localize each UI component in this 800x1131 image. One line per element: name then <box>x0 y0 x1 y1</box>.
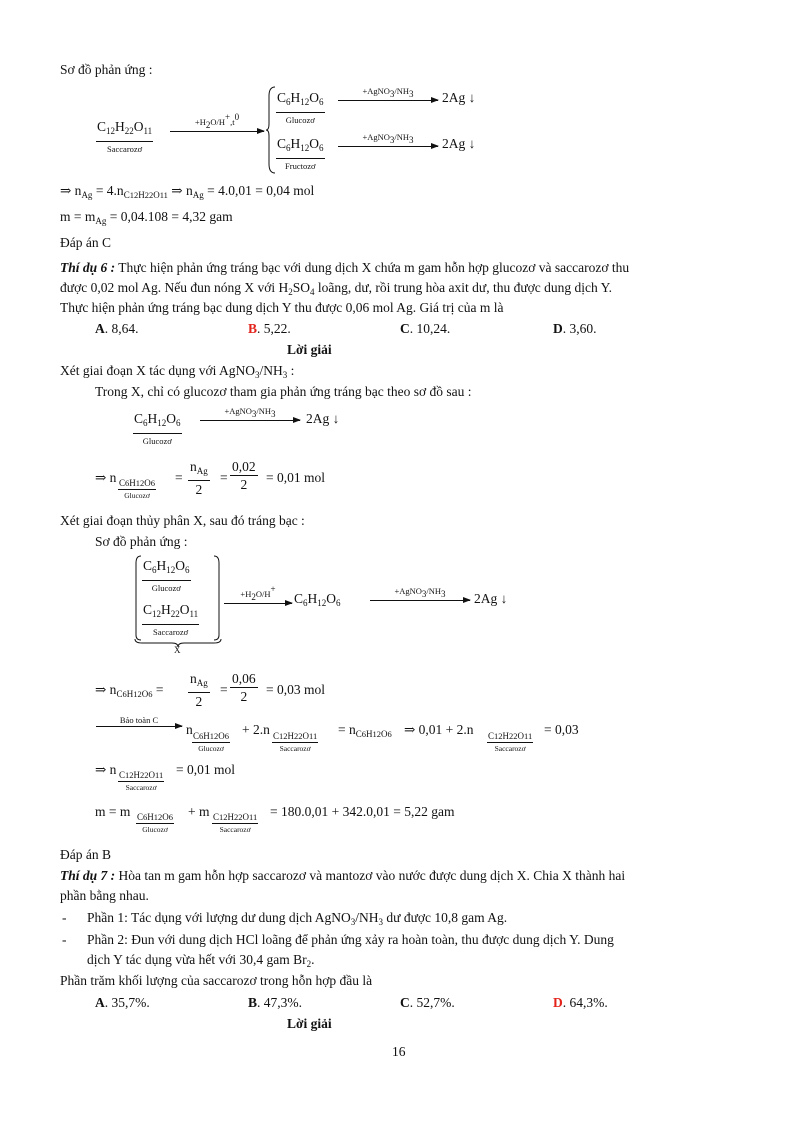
frac-nag-2: $n_{Ag}$ 2 <box>190 671 208 709</box>
calc-mass-lhs: m = m <box>60 209 96 224</box>
calc-glucose-1-sub: C6H12O6 Glucozơ <box>119 478 156 500</box>
calc-n-ag: ⇒ $n_{Ag} = 4.n_{C12H22O11}$ ⇒ $n_{Ag} = 4.0,01 = 0,04$ mol <box>60 183 315 200</box>
sucrose-formula: $C_{12}H_{22}O_{11}$ Saccarozơ <box>97 119 153 154</box>
product-ag-2: 2Ag ↓ <box>442 136 476 151</box>
ex7-option-a[interactable]: A. 35,7%. <box>95 995 150 1010</box>
example6-line1 <box>60 259 629 276</box>
mix-sucrose: $C_{12}H_{22}O_{11}$ Saccarozơ <box>143 602 199 637</box>
mix-left-brace-icon <box>134 555 142 641</box>
example6-line2: được 0,02 mol Ag. Nếu đun nóng X với $H_2SO_4$ loãng, dư, rồi trung hòa axit dư, thu được dung dịch Y. <box>60 280 613 297</box>
fructose-formula: $C_6H_{12}O_6$ Fructozơ <box>277 136 324 171</box>
result-1: = 0,01 mol <box>266 470 325 485</box>
example7-part2-a: Phần 2: Đun với dung dịch HCl loãng để phản ứng xảy ra hoàn toàn, thu được dung dịch Y. Dung <box>87 932 614 947</box>
calc-mass-2: m = m <box>95 804 131 819</box>
calc-glucose-1: ⇒ n <box>95 470 117 485</box>
page-number: 16 <box>392 1044 406 1059</box>
glucose-name-2: Glucozơ <box>142 436 172 446</box>
conservation-sucrose-sub: C12H22O11 Saccarozơ <box>273 731 318 753</box>
glucose-product: $C_6H_{12}O_6$ <box>294 591 341 608</box>
ex6-stage1-sub: Trong X, chỉ có glucozơ tham gia phản ứng tráng bạc theo sơ đồ sau : <box>95 384 472 399</box>
sucrose-name-3: Saccarozơ <box>279 744 311 753</box>
equals-2: = <box>220 470 228 485</box>
ex6-option-a[interactable]: A. 8,64. <box>95 321 139 336</box>
mass-plus: + m <box>188 804 210 819</box>
ex7-option-b[interactable]: B. 47,3%. <box>248 995 303 1010</box>
product-ag-4: 2Ag ↓ <box>474 591 508 606</box>
example6-line3: Thực hiện phản ứng tráng bạc dung dịch Y thu được 0,06 mol Ag. Giá trị của m là <box>60 300 504 315</box>
conservation-label: Bảo toàn C <box>119 715 159 725</box>
ex6-stage2-sub: Sơ đồ phản ứng : <box>95 534 188 549</box>
glucose-name-1: Glucozơ <box>285 115 315 125</box>
silver-arrow-1: $+AgNO_3/NH_3$ <box>338 86 438 101</box>
example6-label: Thí dụ 6 : <box>60 260 116 275</box>
glucose-name-6: Glucozơ <box>142 825 168 834</box>
sucrose-name-2: Saccarozơ <box>153 627 189 637</box>
result-2: = 0,03 mol <box>266 682 325 697</box>
answer-b: Đáp án B <box>60 847 111 862</box>
glucose-name-5: Glucozơ <box>198 744 224 753</box>
hydrolysis-arrow-2: $+H_2O/H^+$ <box>224 584 292 604</box>
conservation-arrow <box>96 715 182 727</box>
n-ag-value-2: 0,06 <box>232 671 256 686</box>
left-brace-icon <box>266 86 276 174</box>
example7-label: Thí dụ 7 : <box>60 868 116 883</box>
calc-sucrose-sub: C12H22O11 Saccarozơ <box>119 770 164 792</box>
conservation-result: = 0,03 <box>544 722 579 737</box>
ex6-stage1: Xét giai đoạn X tác dụng với $AgNO_3/NH_3$ : <box>60 363 295 380</box>
glucose-name-4: Glucozơ <box>151 583 181 593</box>
silver-arrow-2: $+AgNO_3/NH_3$ <box>338 132 438 147</box>
conservation-rhs: = $n_{C6H12O6}$ <box>338 722 392 739</box>
ex6-solution-title: Lời giải <box>287 342 332 357</box>
fructose-name: Fructozơ <box>285 161 316 171</box>
equals-3: = <box>220 682 228 697</box>
conservation-sucrose-sub-2: C12H22O11 Saccarozơ <box>488 731 533 753</box>
mix-glucose: $C_6H_{12}O_6$ Glucozơ <box>143 558 190 593</box>
calc-mass-value: = 0,04.108 = 4,32 gam <box>109 209 233 224</box>
equals-1: = <box>175 470 183 485</box>
mix-label: X <box>174 645 181 655</box>
example7-text-a: Hòa tan m gam hỗn hợp saccarozơ và mantozơ vào nước được dung dịch X. Chia X thành hai <box>118 868 626 883</box>
calc-n-ag-value: 4.0,01 = 0,04 mol <box>218 183 315 198</box>
glucose-formula-1: $C_6H_{12}O_6$ Glucozơ <box>277 90 324 125</box>
conservation-plus: + 2.n <box>242 722 270 737</box>
frac-value-1: $\frac{0,02}{2}$ <box>232 459 256 492</box>
conservation-n1: n <box>186 722 193 737</box>
silver-arrow-4: $+AgNO_3/NH_3$ <box>370 586 470 601</box>
product-ag-1: 2Ag ↓ <box>442 90 476 105</box>
answer-c: Đáp án C <box>60 235 111 250</box>
ex7-solution-title: Lời giải <box>287 1016 332 1031</box>
conservation-tail: ⇒ 0,01 + 2.n <box>404 722 474 737</box>
ex6-stage2: Xét giai đoạn thủy phân X, sau đó tráng bạc : <box>60 513 305 528</box>
product-ag-3: 2Ag ↓ <box>306 411 340 426</box>
example7-part1: Phần 1: Tác dụng với lượng dư dung dịch $AgNO_3/NH_3$ dư được 10,8 gam Ag. <box>87 910 508 927</box>
glucose-formula-2: $C_6H_{12}O_6$ Glucozơ <box>134 411 181 446</box>
ex6-option-d[interactable]: D. 3,60. <box>553 321 597 336</box>
silver-arrow-3: $+AgNO_3/NH_3$ <box>200 406 300 421</box>
example7-part2-b: dịch Y tác dụng vừa hết với 30,4 gam $Br_2$. <box>87 952 315 969</box>
n-ag-value-1: 0,02 <box>232 459 256 474</box>
sucrose-name-4: Saccarozơ <box>494 744 526 753</box>
mass-sucrose-sub: C12H22O11 Saccarozơ <box>213 812 258 834</box>
ex7-option-d[interactable]: D. 64,3%. <box>553 995 608 1010</box>
frac-value-2: $\frac{0,06}{2}$ <box>232 671 256 704</box>
ex7-option-c[interactable]: C. 52,7%. <box>400 995 455 1010</box>
example7-line2: phần bằng nhau. <box>60 888 149 903</box>
dash-1: - <box>62 910 67 925</box>
result-3: = 0,01 mol <box>176 762 235 777</box>
calc-sucrose: ⇒ n <box>95 762 117 777</box>
frac-nag-1: $n_{Ag}$ 2 <box>190 459 208 497</box>
mass-result: = 180.0,01 + 342.0,01 = 5,22 gam <box>270 804 455 819</box>
calc-glucose-2: ⇒ $n_{C6H12O6}$ = <box>95 682 164 699</box>
example7-line1 <box>60 867 625 884</box>
ex6-option-b[interactable]: B. 5,22. <box>248 321 291 336</box>
dash-2: - <box>62 932 67 947</box>
example6-text-a: Thực hiện phản ứng tráng bạc với dung dịch X chứa m gam hỗn hợp glucozơ và saccarozơ thu <box>118 260 630 275</box>
glucose-name-3: Glucozơ <box>124 491 150 500</box>
intro-text: Sơ đồ phản ứng : <box>60 62 153 77</box>
sucrose-name-5: Saccarozơ <box>125 783 157 792</box>
calc-mass: $m = m_{Ag} = 0,04.108 = 4,32$ gam <box>60 209 233 226</box>
hydrolysis-arrow: $+H_2O/H^+,t^0$ <box>170 112 264 132</box>
sucrose-name: Saccarozơ <box>107 144 143 154</box>
ex6-option-c[interactable]: C. 10,24. <box>400 321 451 336</box>
mass-glucose-sub: C6H12O6 Glucozơ <box>137 812 174 834</box>
example7-question: Phần trăm khối lượng của saccarozơ trong hỗn hợp đầu là <box>60 973 373 988</box>
conservation-glucose-sub: C6H12O6 Glucozơ <box>193 731 230 753</box>
sucrose-name-6: Saccarozơ <box>219 825 251 834</box>
mix-right-brace-icon <box>213 555 221 641</box>
